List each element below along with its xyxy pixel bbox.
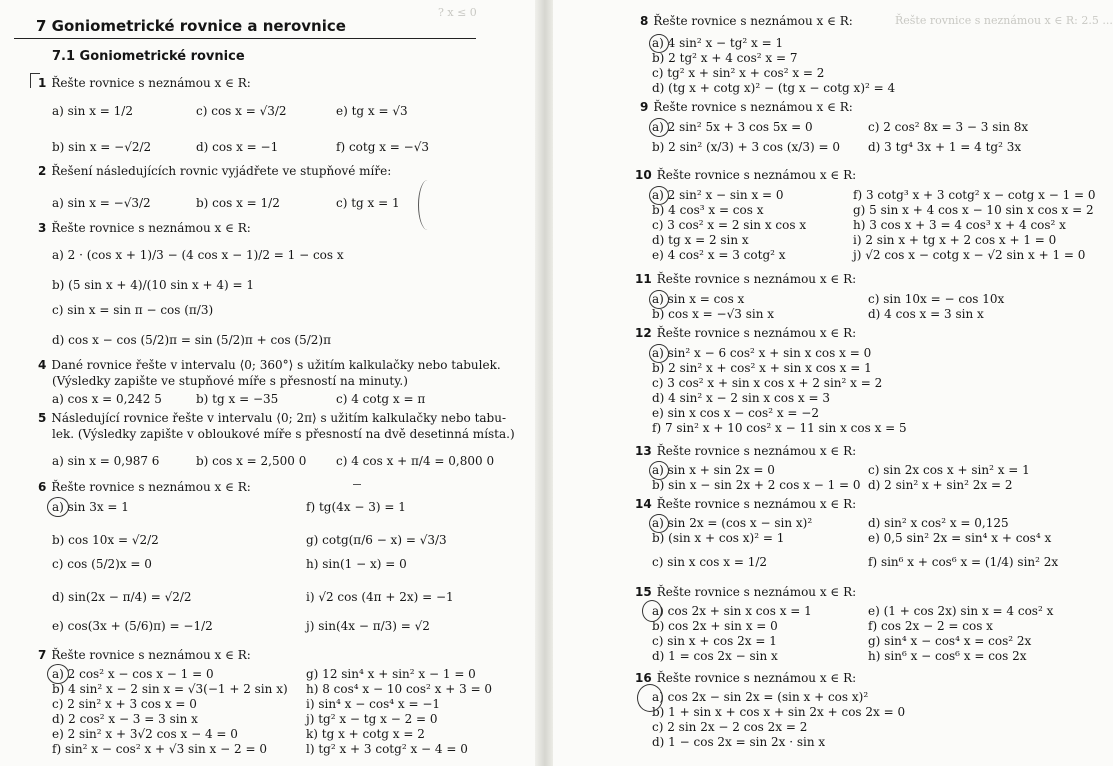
problem-1-item-f: f) cotg x = −√3 <box>336 140 429 154</box>
pencil-circle-mark <box>649 461 669 480</box>
problem-11-number: 11 <box>635 272 652 286</box>
problem-6-item-e: e) cos(3x + (5/6)π) = −1/2 <box>52 619 213 633</box>
problem-13-item-c: c) sin 2x cos x + sin² x = 1 <box>868 463 1030 477</box>
problem-4-item-b: b) tg x = −35 <box>196 392 279 406</box>
problem-7-item-i: i) sin⁴ x − cos⁴ x = −1 <box>306 697 441 711</box>
problem-11-item-d: d) 4 cos x = 3 sin x <box>868 307 984 321</box>
problem-9-item-b: b) 2 sin² (x/3) + 3 cos (x/3) = 0 <box>652 140 840 154</box>
problem-10-instruction: Řešte rovnice s neznámou x ∈ R: <box>656 168 857 182</box>
problem-6-item-d: d) sin(2x − π/4) = √2/2 <box>52 590 192 604</box>
problem-1-heading <box>38 76 251 91</box>
problem-1-instruction: Řešte rovnice s neznámou x ∈ R: <box>51 76 251 90</box>
problem-12-item-e: e) sin x cos x − cos² x = −2 <box>652 406 819 420</box>
problem-8-instruction: Řešte rovnice s neznámou x ∈ R: <box>653 14 853 28</box>
problem-13-number: 13 <box>635 444 652 458</box>
problem-2-item-b: b) cos x = 1/2 <box>196 196 280 210</box>
problem-3-item-d: d) cos x − cos (5/2)π = sin (5/2)π + cos (5/2)π <box>52 333 331 347</box>
problem-15-item-f: f) cos 2x − 2 = cos x <box>868 619 993 633</box>
problem-5-instruction: Následující rovnice řešte v intervalu ⟨0; 2π⟩ s užitím kalkulačky nebo tabu- <box>51 411 507 425</box>
problem-7-number: 7 <box>38 648 47 662</box>
problem-2-item-a: a) sin x = −√3/2 <box>52 196 151 210</box>
problem-6-item-b: b) cos 10x = √2/2 <box>52 533 159 547</box>
problem-7-item-c: c) 2 sin² x + 3 cos x = 0 <box>52 697 197 711</box>
problem-10-item-d: d) tg x = 2 sin x <box>652 233 749 247</box>
problem-10-number: 10 <box>635 168 652 182</box>
problem-9-item-a: a) 2 sin² 5x + 3 cos 5x = 0 <box>652 120 813 134</box>
problem-5-number: 5 <box>38 411 47 425</box>
problem-1-number: 1 <box>38 76 47 90</box>
problem-3-item-c: c) sin x = sin π − cos (π/3) <box>52 303 214 317</box>
problem-16-number: 16 <box>635 671 652 685</box>
section-title: 7.1 Goniometrické rovnice <box>52 49 245 64</box>
problem-3-number: 3 <box>38 221 47 235</box>
problem-12-item-b: b) 2 sin² x + cos² x + sin x cos x = 1 <box>652 361 872 375</box>
problem-10-item-h: h) 3 cos x + 3 = 4 cos³ x + 4 cos² x <box>853 218 1066 232</box>
problem-4-instruction-cont: (Výsledky zapište ve stupňové míře s přesností na minuty.) <box>52 374 408 388</box>
problem-16-heading <box>635 671 856 686</box>
problem-2-instruction: Řešení následujících rovnic vyjádřete ve stupňové míře: <box>51 164 392 178</box>
problem-12-heading <box>635 326 856 341</box>
problem-11-instruction: Řešte rovnice s neznámou x ∈ R: <box>656 272 857 286</box>
problem-10-heading <box>635 168 856 183</box>
problem-16-item-d: d) 1 − cos 2x = sin 2x · sin x <box>652 735 826 749</box>
problem-8-item-b: b) 2 tg² x + 4 cos² x = 7 <box>652 51 798 65</box>
problem-1-item-b: b) sin x = −√2/2 <box>52 140 152 154</box>
problem-3-item-b: b) (5 sin x + 4)/(10 sin x + 4) = 1 <box>52 278 255 292</box>
problem-14-item-b: b) (sin x + cos x)² = 1 <box>652 531 785 545</box>
problem-14-item-a: a) sin 2x = (cos x − sin x)² <box>652 516 813 530</box>
problem-8-item-a: a) 4 sin² x − tg² x = 1 <box>652 36 784 50</box>
chapter-title-rule <box>14 38 476 39</box>
problem-16-item-c: c) 2 sin 2x − 2 cos 2x = 2 <box>652 720 808 734</box>
problem-12-number: 12 <box>635 326 652 340</box>
problem-13-item-b: b) sin x − sin 2x + 2 cos x − 1 = 0 <box>652 478 861 492</box>
problem-11-item-c: c) sin 10x = − cos 10x <box>868 292 1005 306</box>
problem-12-item-a: a) sin² x − 6 cos² x + sin x cos x = 0 <box>652 346 872 360</box>
problem-1-item-c: c) cos x = √3/2 <box>196 104 287 118</box>
problem-12-item-d: d) 4 sin² x − 2 sin x cos x = 3 <box>652 391 831 405</box>
problem-14-item-c: c) sin x cos x = 1/2 <box>652 555 768 569</box>
problem-3-instruction: Řešte rovnice s neznámou x ∈ R: <box>51 221 251 235</box>
problem-10-item-i: i) 2 sin x + tg x + 2 cos x + 1 = 0 <box>853 233 1057 247</box>
problem-9-item-d: d) 3 tg⁴ 3x + 1 = 4 tg² 3x <box>868 140 1022 154</box>
problem-2-heading <box>38 164 391 179</box>
problem-15-number: 15 <box>635 585 652 599</box>
problem-15-item-g: g) sin⁴ x − cos⁴ x = cos² 2x <box>868 634 1032 648</box>
problem-15-item-a: a) cos 2x + sin x cos x = 1 <box>652 604 812 618</box>
problem-15-item-c: c) sin x + cos 2x = 1 <box>652 634 777 648</box>
problem-7-item-f: f) sin² x − cos² x + √3 sin x − 2 = 0 <box>52 742 267 756</box>
problem-7-item-h: h) 8 cos⁴ x − 10 cos² x + 3 = 0 <box>306 682 493 696</box>
problem-7-item-d: d) 2 cos² x − 3 = 3 sin x <box>52 712 198 726</box>
problem-2-item-c: c) tg x = 1 <box>336 196 400 210</box>
problem-4-item-c: c) 4 cotg x = π <box>336 392 426 406</box>
problem-6-item-h: h) sin(1 − x) = 0 <box>306 557 407 571</box>
pencil-circle-mark <box>649 118 669 137</box>
problem-15-item-d: d) 1 = cos 2x − sin x <box>652 649 778 663</box>
problem-7-heading <box>38 648 251 663</box>
problem-10-item-f: f) 3 cotg³ x + 3 cotg² x − cotg x − 1 = 0 <box>853 188 1096 202</box>
pencil-circle-mark <box>649 290 669 309</box>
problem-9-item-c: c) 2 cos² 8x = 3 − 3 sin 8x <box>868 120 1029 134</box>
problem-12-item-f: f) 7 sin² x + 10 cos² x − 11 sin x cos x = 5 <box>652 421 907 435</box>
problem-6-item-j: j) sin(4x − π/3) = √2 <box>306 619 430 633</box>
problem-7-item-e: e) 2 sin² x + 3√2 cos x − 4 = 0 <box>52 727 238 741</box>
problem-6-number: 6 <box>38 480 47 494</box>
pencil-circle-mark <box>637 684 663 712</box>
problem-14-instruction: Řešte rovnice s neznámou x ∈ R: <box>656 497 857 511</box>
problem-9-number: 9 <box>640 100 649 114</box>
left-page <box>0 0 540 766</box>
pencil-arc-mark <box>418 180 437 230</box>
problem-13-heading <box>635 444 856 459</box>
problem-8-number: 8 <box>640 14 649 28</box>
right-page <box>545 0 1113 766</box>
problem-10-item-b: b) 4 cos³ x = cos x <box>652 203 764 217</box>
problem-9-instruction: Řešte rovnice s neznámou x ∈ R: <box>653 100 853 114</box>
problem-7-item-g: g) 12 sin⁴ x + sin² x − 1 = 0 <box>306 667 476 681</box>
pencil-dash-mark <box>353 484 361 485</box>
chapter-title: 7 Goniometrické rovnice a nerovnice <box>36 17 346 35</box>
problem-15-heading <box>635 585 856 600</box>
problem-14-item-e: e) 0,5 sin² 2x = sin⁴ x + cos⁴ x <box>868 531 1052 545</box>
pencil-circle-mark <box>649 344 669 363</box>
problem-7-instruction: Řešte rovnice s neznámou x ∈ R: <box>51 648 251 662</box>
problem-5-item-b: b) cos x = 2,500 0 <box>196 454 307 468</box>
problem-6-item-a: a) sin 3x = 1 <box>52 500 129 514</box>
problem-10-item-a: a) 2 sin² x − sin x = 0 <box>652 188 784 202</box>
problem-7-item-b: b) 4 sin² x − 2 sin x = √3(−1 + 2 sin x) <box>52 682 288 696</box>
problem-4-instruction: Dané rovnice řešte v intervalu ⟨0; 360°⟩ s užitím kalkulačky nebo tabulek. <box>51 358 501 372</box>
problem-14-heading <box>635 497 856 512</box>
problem-4-heading <box>38 358 501 373</box>
problem-2-number: 2 <box>38 164 47 178</box>
problem-11-heading <box>635 272 856 287</box>
left-running-header-ghost: ? x ≤ 0 <box>438 6 477 19</box>
problem-5-instruction-cont: lek. (Výsledky zapište v obloukové míře s přesností na dvě desetinná místa.) <box>52 427 515 441</box>
problem-8-item-d: d) (tg x + cotg x)² − (tg x − cotg x)² = 4 <box>652 81 896 95</box>
problem-12-item-c: c) 3 cos² x + sin x cos x + 2 sin² x = 2 <box>652 376 883 390</box>
problem-15-item-b: b) cos 2x + sin x = 0 <box>652 619 778 633</box>
problem-6-item-g: g) cotg(π/6 − x) = √3/3 <box>306 533 447 547</box>
problem-8-item-c: c) tg² x + sin² x + cos² x = 2 <box>652 66 825 80</box>
pencil-circle-mark <box>649 186 669 205</box>
problem-7-item-k: k) tg x + cotg x = 2 <box>306 727 425 741</box>
problem-14-number: 14 <box>635 497 652 511</box>
problem-16-item-b: b) 1 + sin x + cos x + sin 2x + cos 2x = 0 <box>652 705 906 719</box>
problem-10-item-c: c) 3 cos² x = 2 sin x cos x <box>652 218 807 232</box>
problem-6-heading <box>38 480 251 495</box>
problem-15-item-h: h) sin⁶ x − cos⁶ x = cos 2x <box>868 649 1027 663</box>
problem-6-item-c: c) cos (5/2)x = 0 <box>52 557 152 571</box>
pencil-circle-mark <box>47 664 69 684</box>
problem-4-item-a: a) cos x = 0,242 5 <box>52 392 162 406</box>
problem-3-item-a: a) 2 · (cos x + 1)/3 − (4 cos x − 1)/2 = 1 − cos x <box>52 248 344 262</box>
problem-6-instruction: Řešte rovnice s neznámou x ∈ R: <box>51 480 251 494</box>
problem-9-heading <box>640 100 853 115</box>
pencil-circle-mark <box>649 34 669 53</box>
problem-7-item-a: a) 2 cos² x − cos x − 1 = 0 <box>52 667 214 681</box>
problem-1-item-d: d) cos x = −1 <box>196 140 279 154</box>
problem-10-item-j: j) √2 cos x − cotg x − √2 sin x + 1 = 0 <box>853 248 1086 262</box>
problem-8-heading <box>640 14 853 29</box>
problem-13-item-a: a) sin x + sin 2x = 0 <box>652 463 775 477</box>
problem-6-item-f: f) tg(4x − 3) = 1 <box>306 500 406 514</box>
problem-14-item-d: d) sin² x cos² x = 0,125 <box>868 516 1009 530</box>
problem-15-instruction: Řešte rovnice s neznámou x ∈ R: <box>656 585 857 599</box>
problem-7-item-l: l) tg² x + 3 cotg² x − 4 = 0 <box>306 742 468 756</box>
problem-7-item-j: j) tg² x − tg x − 2 = 0 <box>306 712 438 726</box>
pencil-circle-mark <box>649 514 669 533</box>
problem-10-item-g: g) 5 sin x + 4 cos x − 10 sin x cos x = 2 <box>853 203 1094 217</box>
problem-11-item-a: a) sin x = cos x <box>652 292 745 306</box>
problem-6-item-i: i) √2 cos (4π + 2x) = −1 <box>306 590 454 604</box>
problem-5-heading <box>38 411 506 426</box>
problem-4-number: 4 <box>38 358 47 372</box>
problem-5-item-c: c) 4 cos x + π/4 = 0,800 0 <box>336 454 495 468</box>
right-running-header-ghost: Řešte rovnice s neznámou x ∈ R: 2.5 ... <box>895 14 1113 27</box>
problem-5-item-a: a) sin x = 0,987 6 <box>52 454 160 468</box>
pencil-circle-mark <box>642 600 662 622</box>
problem-12-instruction: Řešte rovnice s neznámou x ∈ R: <box>656 326 857 340</box>
problem-15-item-e: e) (1 + cos 2x) sin x = 4 cos² x <box>868 604 1054 618</box>
problem-11-item-b: b) cos x = −√3 sin x <box>652 307 775 321</box>
problem-13-instruction: Řešte rovnice s neznámou x ∈ R: <box>656 444 857 458</box>
problem-16-instruction: Řešte rovnice s neznámou x ∈ R: <box>656 671 857 685</box>
pencil-circle-mark <box>47 497 69 517</box>
problem-1-item-e: e) tg x = √3 <box>336 104 408 118</box>
problem-10-item-e: e) 4 cos² x = 3 cotg² x <box>652 248 786 262</box>
problem-16-item-a: a) cos 2x − sin 2x = (sin x + cos x)² <box>652 690 869 704</box>
problem-1-item-a: a) sin x = 1/2 <box>52 104 133 118</box>
problem-14-item-f: f) sin⁶ x + cos⁶ x = (1/4) sin² 2x <box>868 555 1059 569</box>
problem-13-item-d: d) 2 sin² x + sin² 2x = 2 <box>868 478 1013 492</box>
problem-3-heading <box>38 221 251 236</box>
